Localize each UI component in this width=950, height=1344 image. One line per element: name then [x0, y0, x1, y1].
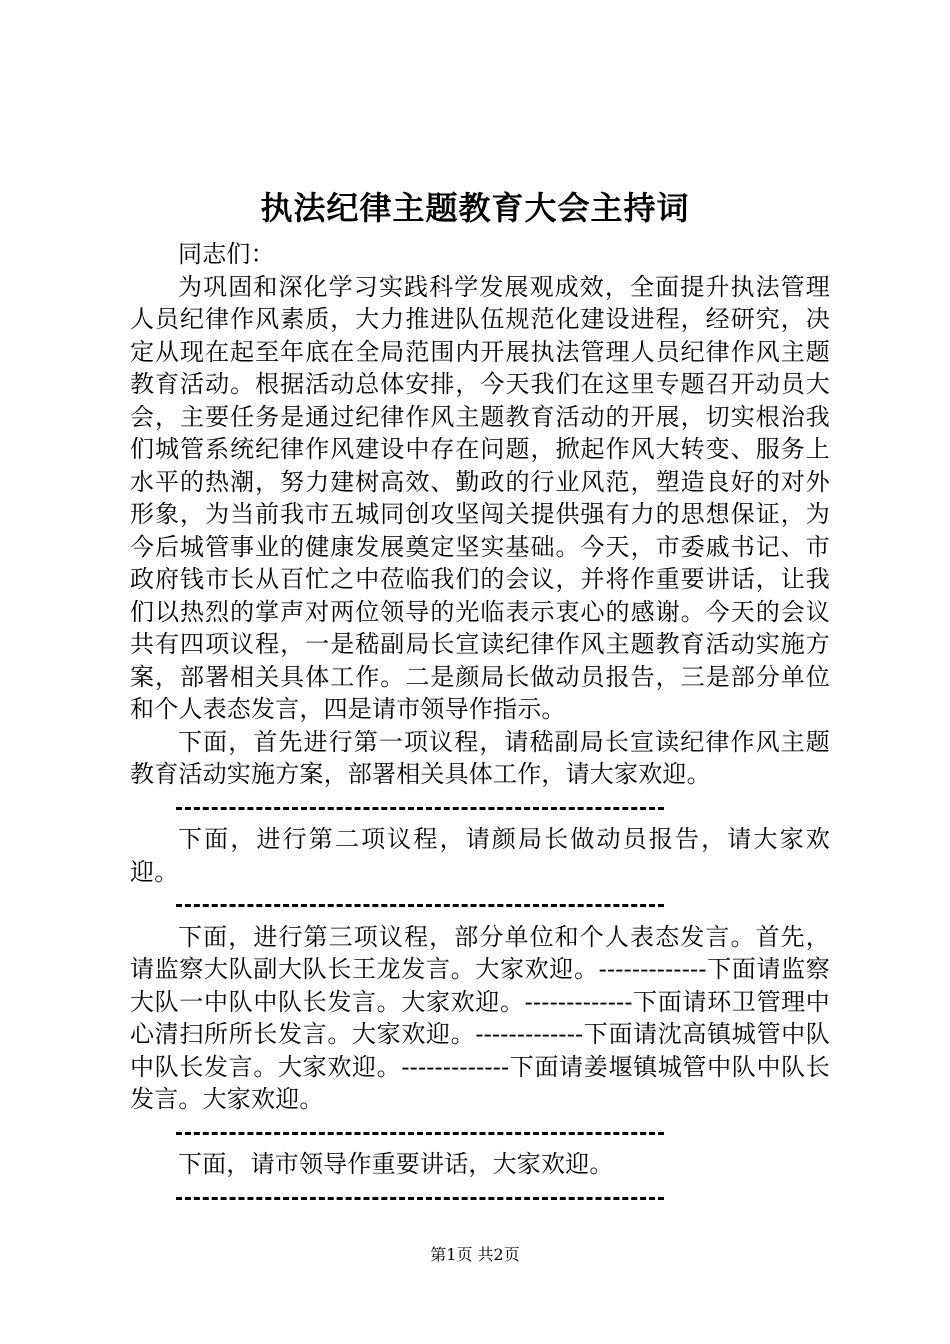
paragraph-agenda-2: 下面，进行第二项议程，请颜局长做动员报告，请大家欢迎。: [130, 825, 830, 886]
dashed-separator: [130, 888, 830, 921]
document-body: [130, 238, 830, 1213]
page-number-footer: 第1页 共2页: [430, 1245, 520, 1264]
dashed-separator: [130, 791, 830, 824]
paragraph-agenda-3: 下面，进行第三项议程，部分单位和个人表态发言。首先，请监察大队副大队长王龙发言。大家欢迎。-------------下面请监察大队一中队中队长发言。大家欢迎。-------------下面请环卫管理中心清扫所所长发言。大家欢迎。-------------下面请沈高镇城管中队中队长发言。大家欢迎。-------------下面请姜堰镇城管中队中队长发言。大家欢迎。: [130, 922, 830, 1113]
salutation: 同志们：: [178, 240, 275, 268]
dashed-separator: [130, 1116, 830, 1149]
paragraph-agenda-1: 下面，首先进行第一项议程，请嵇副局长宣读纪律作风主题教育活动实施方案，部署相关具体工作，请大家欢迎。: [130, 727, 830, 788]
document-title: 执法纪律主题教育大会主持词: [260, 189, 690, 227]
paragraph-agenda-4: 下面，请市领导作重要讲话，大家欢迎。: [178, 1150, 614, 1178]
dashed-separator: [130, 1181, 830, 1214]
paragraph-opening: 为巩固和深化学习实践科学发展观成效，全面提升执法管理人员纪律作风素质，大力推进队伍规范化建设进程，经研究，决定从现在起至年底在全局范围内开展执法管理人员纪律作风主题教育活动。根据活动总体安排，今天我们在这里专题召开动员大会，主要任务是通过纪律作风主题教育活动的开展，切实根治我们城管系统纪律作风建设中存在问题，掀起作风大转变、服务上水平的热潮，努力建树高效、勤政的行业风范，塑造良好的对外形象，为当前我市五城同创攻坚闯关提供强有力的思想保证，为今后城管事业的健康发展奠定坚实基础。今天，市委戚书记、市政府钱市长从百忙之中莅临我们的会议，并将作重要讲话，让我们以热烈的掌声对两位领导的光临表示衷心的感谢。今天的会议共有四项议程，一是嵇副局长宣读纪律作风主题教育活动实施方案，部署相关具体工作。二是颜局长做动员报告，三是部分单位和个人表态发言，四是请市领导作指示。: [130, 272, 830, 723]
